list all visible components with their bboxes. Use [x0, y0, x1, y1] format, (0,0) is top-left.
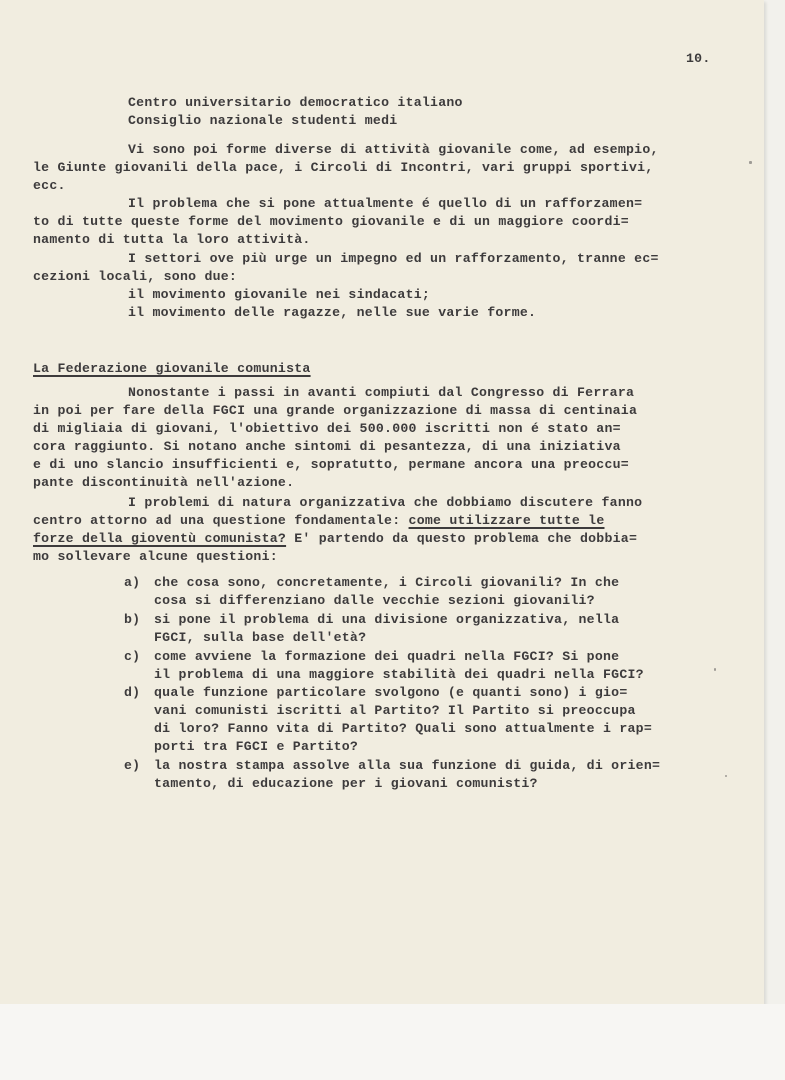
paragraph2-line-2-text: centro attorno ad una questione fondamentale:: [33, 513, 409, 528]
header-line-1: Centro universitario democratico italiano: [128, 95, 463, 110]
question-b-label: b): [124, 612, 141, 627]
question-a-line-2: cosa si differenziano dalle vecchie sezioni giovanili?: [154, 593, 595, 608]
paragraph2-line-2: [33, 512, 604, 530]
question-d-line-2: vani comunisti iscritti al Partito? Il Partito si preoccupa: [154, 703, 636, 718]
paragraph1-line-1: Nonostante i passi in avanti compiuti dal Congresso di Ferrara: [128, 385, 635, 400]
intro-line-1: Vi sono poi forme diverse di attività giovanile come, ad esempio,: [128, 142, 659, 157]
question-c-label: c): [124, 649, 141, 664]
paragraph1-line-2: in poi per fare della FGCI una grande organizzazione di massa di centinaia: [33, 403, 638, 418]
sectors-line-1: I settori ove più urge un impegno ed un rafforzamento, tranne ec=: [128, 251, 659, 266]
question-e-line-2: tamento, di educazione per i giovani comunisti?: [154, 776, 538, 791]
question-d-label: d): [124, 685, 141, 700]
paragraph2-line-3: [33, 530, 637, 548]
intro-line-2: le Giunte giovanili della pace, i Circoli di Incontri, vari gruppi sportivi,: [33, 160, 654, 175]
question-b-line-1: si pone il problema di una divisione organizzativa, nella: [154, 612, 620, 627]
question-d-line-4: porti tra FGCI e Partito?: [154, 739, 359, 754]
page-number: 10.: [686, 51, 711, 66]
question-b-line-2: FGCI, sulla base dell'età?: [154, 630, 367, 645]
question-c-line-2: il problema di una maggiore stabilità dei quadri nella FGCI?: [154, 667, 644, 682]
scan-margin: [0, 1004, 785, 1080]
ink-speck: [714, 668, 716, 671]
paragraph2-line-3-text: E' partendo da questo problema che dobbia=: [286, 531, 638, 546]
section-title: La Federazione giovanile comunista: [33, 361, 311, 376]
question-e-label: e): [124, 758, 141, 773]
paragraph1-line-3: di migliaia di giovani, l'obiettivo dei 500.000 iscritti non é stato an=: [33, 421, 621, 436]
ink-speck: [749, 161, 752, 164]
sectors-line-3: il movimento giovanile nei sindacati;: [128, 287, 431, 302]
problem-line-3: namento di tutta la loro attività.: [33, 232, 311, 247]
paragraph1-line-4: cora raggiunto. Si notano anche sintomi di pesantezza, di una iniziativa: [33, 439, 621, 454]
sectors-line-2: cezioni locali, sono due:: [33, 269, 238, 284]
question-e-line-1: la nostra stampa assolve alla sua funzione di guida, di orien=: [154, 758, 661, 773]
header-line-2: Consiglio nazionale studenti medi: [128, 113, 398, 128]
problem-line-2: to di tutte queste forme del movimento giovanile e di un maggiore coordi=: [33, 214, 629, 229]
sectors-line-4: il movimento delle ragazze, nelle sue varie forme.: [128, 305, 537, 320]
paragraph2-underlined-phrase-end: forze della gioventù comunista?: [33, 531, 287, 546]
question-a-line-1: che cosa sono, concretamente, i Circoli giovanili? In che: [154, 575, 620, 590]
paragraph2-line-4: mo sollevare alcune questioni:: [33, 549, 278, 564]
intro-line-3: ecc.: [33, 178, 66, 193]
question-a-label: a): [124, 575, 141, 590]
paragraph1-line-6: pante discontinuità nell'azione.: [33, 475, 295, 490]
ink-speck: [725, 775, 727, 777]
question-d-line-1: quale funzione particolare svolgono (e quanti sono) i gio=: [154, 685, 628, 700]
paragraph1-line-5: e di uno slancio insufficienti e, sopratutto, permane ancora una preoccu=: [33, 457, 629, 472]
question-c-line-1: come avviene la formazione dei quadri nella FGCI? Si pone: [154, 649, 620, 664]
paragraph2-underlined-phrase-start: come utilizzare tutte le: [408, 513, 605, 528]
problem-line-1: Il problema che si pone attualmente é quello di un rafforzamen=: [128, 196, 643, 211]
question-d-line-3: di loro? Fanno vita di Partito? Quali sono attualmente i rap=: [154, 721, 652, 736]
paragraph2-line-1: I problemi di natura organizzativa che dobbiamo discutere fanno: [128, 495, 643, 510]
